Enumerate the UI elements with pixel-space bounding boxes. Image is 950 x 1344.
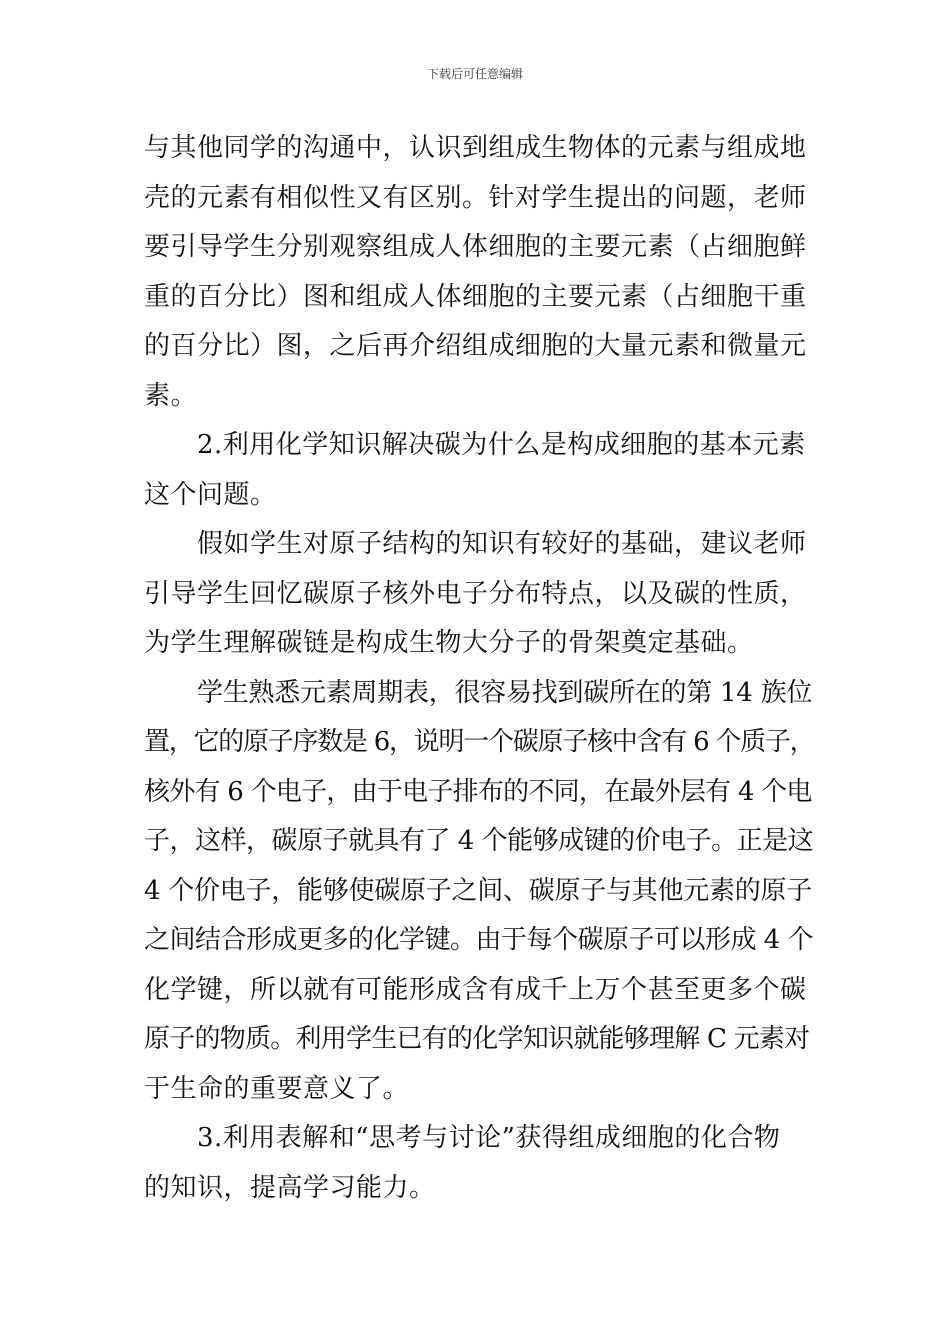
text-line: 置，它的原子序数是 6，说明一个碳原子核中含有 6 个质子，	[144, 727, 815, 757]
text-line: 原子的物质。利用学生已有的化学知识就能够理解 C 元素对	[144, 1024, 810, 1054]
text-line: 这个问题。	[144, 479, 277, 510]
text-line: 重的百分比）图和组成人体细胞的主要元素（占细胞干重	[144, 281, 807, 312]
text-line: 之间结合形成更多的化学键。由于每个碳原子可以形成 4 个	[144, 925, 814, 955]
text-line: 的百分比）图，之后再介绍组成细胞的大量元素和微量元	[144, 331, 807, 361]
text-line: 4 个价电子，能够使碳原子之间、碳原子与其他元素的原子	[144, 875, 813, 906]
text-line: 为学生理解碳链是构成生物大分子的骨架奠定基础。	[144, 628, 754, 658]
text-line: 要引导学生分别观察组成人体细胞的主要元素（占细胞鲜	[144, 232, 807, 262]
text-line: 核外有 6 个电子，由于电子排布的不同，在最外层有 4 个电	[144, 776, 812, 807]
page-header: 下载后可任意编辑	[426, 67, 523, 81]
text-line: 与其他同学的沟通中，认识到组成生物体的元素与组成地	[144, 133, 807, 163]
text-line: 的知识，提高学习能力。	[144, 1172, 436, 1203]
text-line: 3.利用表解和“思考与讨论”获得组成细胞的化合物	[197, 1123, 781, 1153]
text-line: 素。	[144, 380, 198, 411]
text-line: 学生熟悉元素周期表，很容易找到碳所在的第 14 族位	[197, 677, 813, 708]
text-line: 于生命的重要意义了。	[144, 1073, 410, 1104]
text-line: 引导学生回忆碳原子核外电子分布特点，以及碳的性质，	[144, 578, 807, 609]
text-line: 化学键，所以就有可能形成含有成千上万个甚至更多个碳	[144, 974, 807, 1005]
text-line: 壳的元素有相似性又有区别。针对学生提出的问题，老师	[144, 182, 807, 213]
text-line: 假如学生对原子结构的知识有较好的基础，建议老师	[197, 529, 807, 559]
text-line: 2.利用化学知识解决碳为什么是构成细胞的基本元素	[197, 430, 806, 460]
text-line: 子，这样，碳原子就具有了 4 个能够成键的价电子。正是这	[144, 826, 814, 856]
document-body	[144, 124, 814, 1213]
